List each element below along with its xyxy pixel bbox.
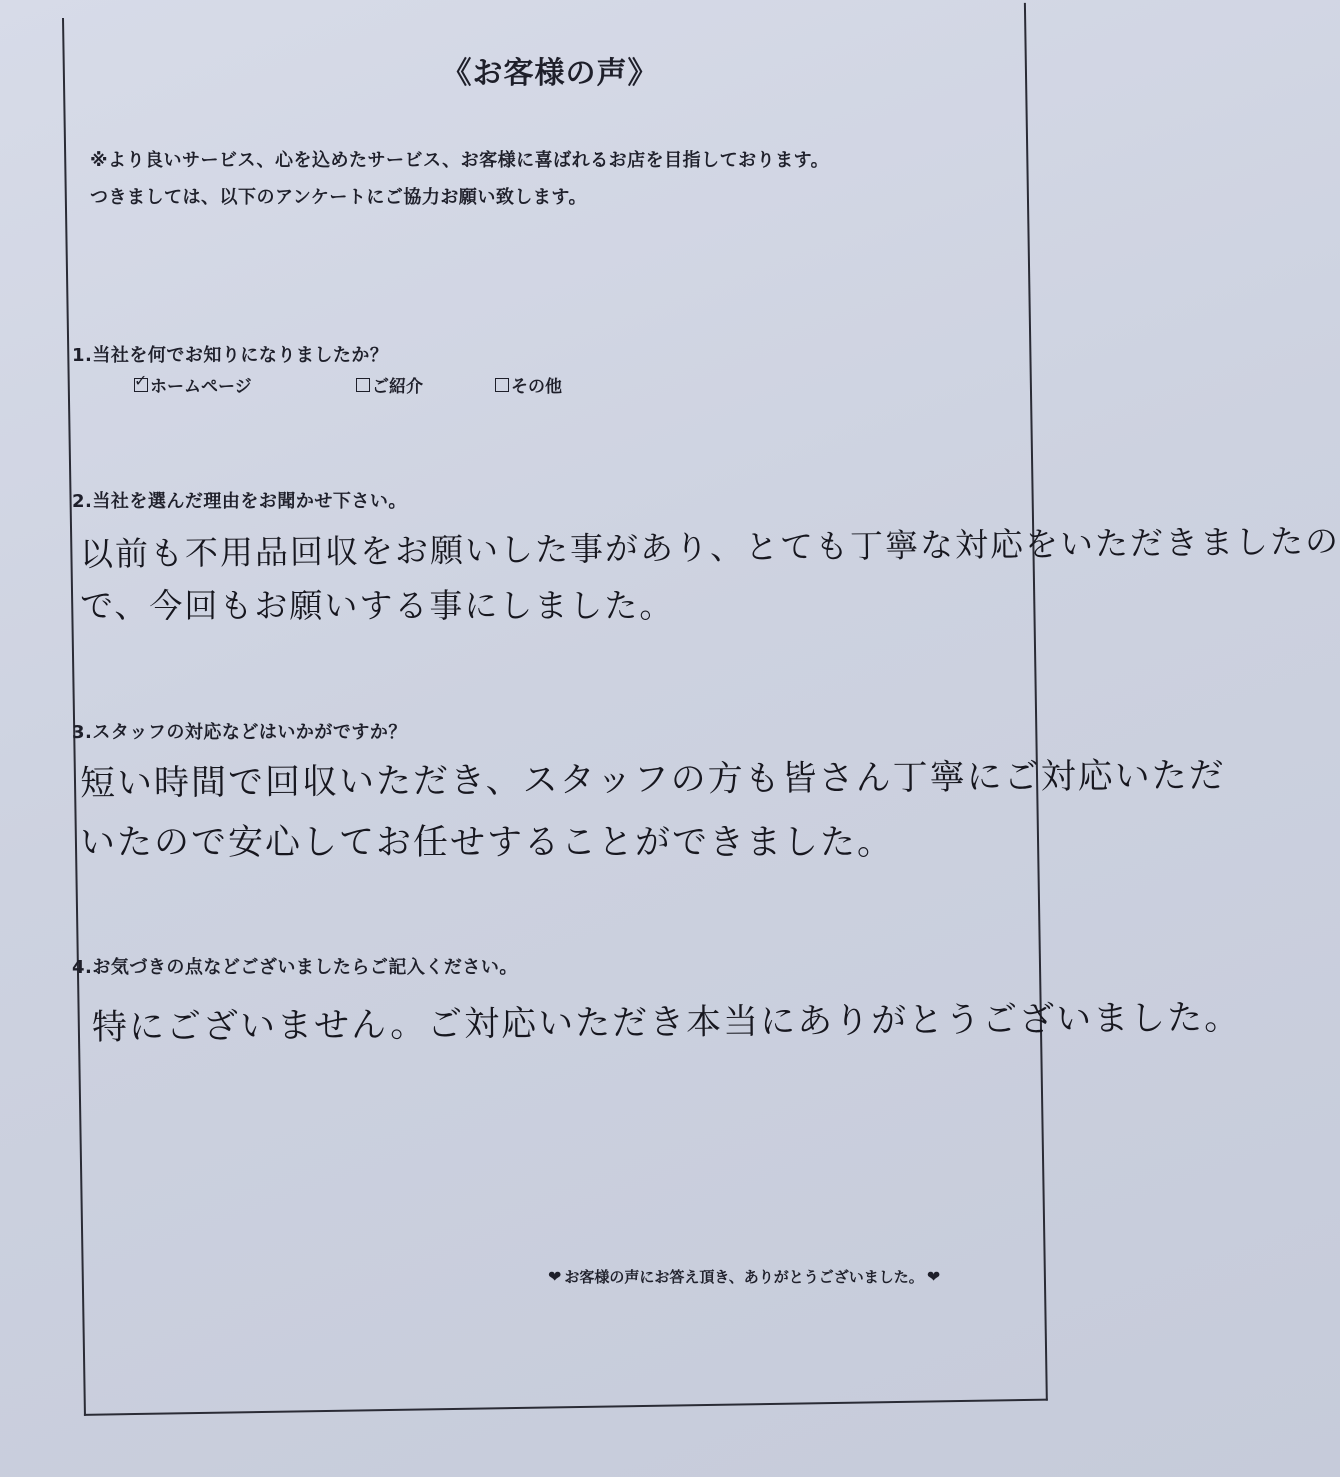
question-1-options bbox=[0, 372, 1100, 402]
page-title: 《お客様の声》 bbox=[441, 56, 659, 91]
heart-icon: ❤ bbox=[926, 1267, 941, 1286]
option-label: その他 bbox=[511, 377, 562, 397]
question-4: 4.お気づきの点などございましたらご記入ください。 bbox=[72, 957, 518, 978]
checkbox-icon[interactable] bbox=[134, 370, 148, 392]
checkbox-icon[interactable] bbox=[356, 378, 370, 392]
answer-2-line-2: で、今回もお願いする事にしました。 bbox=[80, 586, 675, 625]
form-border bbox=[62, 3, 1048, 1416]
option-homepage[interactable] bbox=[134, 372, 252, 397]
answer-2-line-1: 以前も不用品回収をお願いした事があり、とても丁寧な対応をいただきましたの bbox=[79, 521, 1340, 574]
closing-text: お客様の声にお答え頂き、ありがとうございました。 bbox=[564, 1268, 924, 1286]
option-other[interactable] bbox=[495, 372, 562, 397]
answer-3-line-2: いたので安心してお任せすることができました。 bbox=[80, 823, 895, 863]
answer-4-line-1: 特にございません。ご対応いただき本当にありがとうございました。 bbox=[91, 997, 1242, 1049]
option-label: ご紹介 bbox=[372, 377, 423, 397]
option-label: ホームページ bbox=[150, 377, 252, 397]
closing-line bbox=[548, 1266, 940, 1287]
check-icon: ✓ bbox=[134, 370, 148, 390]
question-1: 1.当社を何でお知りになりましたか？ bbox=[72, 345, 389, 366]
intro-line-1: ※より良いサービス、心を込めたサービス、お客様に喜ばれるお店を目指しております。 bbox=[90, 150, 830, 171]
option-referral[interactable] bbox=[356, 372, 423, 397]
checkbox-icon[interactable] bbox=[495, 378, 509, 392]
heart-icon: ❤ bbox=[548, 1267, 562, 1286]
question-3: 3.スタッフの対応などはいかがですか？ bbox=[72, 722, 407, 743]
intro-line-2: つきましては、以下のアンケートにご協力お願い致します。 bbox=[90, 187, 587, 208]
question-2: 2.当社を選んだ理由をお聞かせ下さい。 bbox=[72, 491, 407, 512]
answer-3-line-1: 短い時間で回収いただき、スタッフの方も皆さん丁寧にご対応いただ bbox=[79, 756, 1226, 804]
